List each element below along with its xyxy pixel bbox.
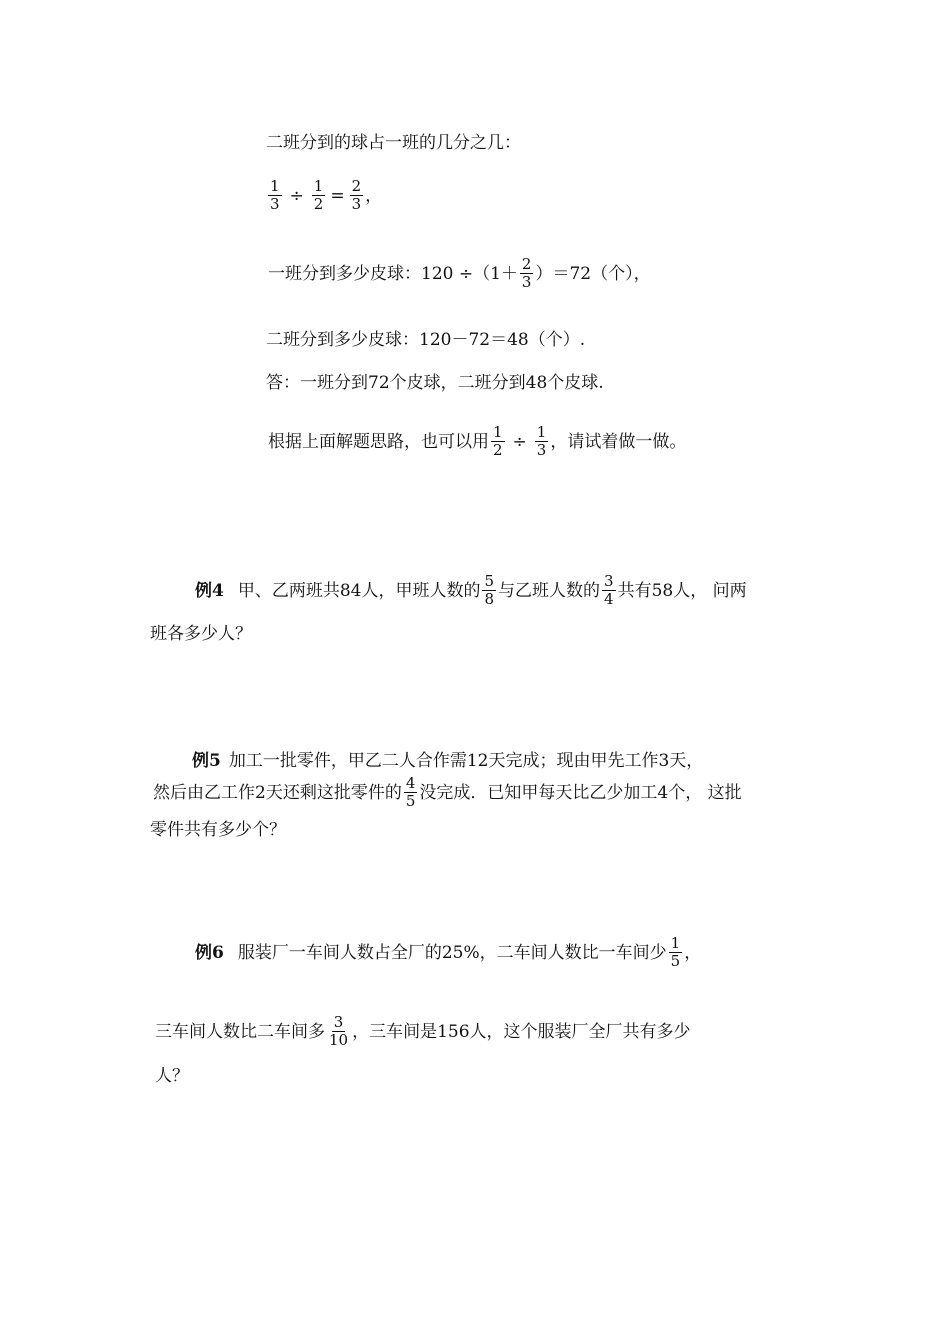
solution-text: 二班分到的球占一班的几分之几： xyxy=(266,133,521,153)
example-label: 例5 xyxy=(192,751,221,771)
example-5-line-3 xyxy=(150,818,286,842)
solution-hint-line xyxy=(268,424,686,459)
problem-text: 甲、乙两班共84人，甲班人数的 xyxy=(237,580,481,601)
fraction: $\frac{1}{3}$ xyxy=(270,177,280,213)
example-6-line-3 xyxy=(155,1064,189,1088)
example-4-line-2 xyxy=(150,622,252,646)
solution-class2-line xyxy=(266,328,585,352)
problem-text: 共有58人， 问两 xyxy=(617,580,747,601)
problem-text: 然后由乙工作2天还剩这批零件的 xyxy=(153,782,402,803)
solution-text: 二班分到多少皮球：120－72＝48（个）. xyxy=(266,330,586,350)
fraction: $\frac{2}{3}$ xyxy=(521,255,532,291)
example-label: 例6 xyxy=(195,942,224,963)
example-4-line-1 xyxy=(195,573,747,608)
problem-text: 人？ xyxy=(155,1066,189,1086)
fraction: $\frac{4}{5}$ xyxy=(405,774,416,810)
solution-line-question xyxy=(266,131,521,155)
equals-sign: = xyxy=(330,185,345,206)
problem-text: 没完成．已知甲每天比乙少加工4个， 这批 xyxy=(419,782,742,803)
problem-text: 零件共有多少个？ xyxy=(150,820,286,840)
solution-text: ）＝72（个）， xyxy=(535,263,651,284)
problem-text: ， xyxy=(684,942,702,963)
solution-text: 一班分到多少皮球：120 ÷（1＋ xyxy=(268,263,518,284)
fraction: $\frac{1}{2}$ xyxy=(493,423,503,459)
hint-text: 根据上面解题思路，也可以用 xyxy=(268,431,489,452)
example-5-line-1 xyxy=(192,749,703,773)
fraction: $\frac{2}{3}$ xyxy=(351,177,362,213)
solution-answer-line xyxy=(266,371,604,395)
example-6-line-1 xyxy=(195,935,701,970)
problem-text: 三车间人数比二车间多 xyxy=(155,1021,325,1042)
solution-equation-1 xyxy=(266,178,382,213)
fraction: $\frac{3}{10}$ xyxy=(329,1013,349,1049)
problem-text: 班各多少人？ xyxy=(150,624,252,644)
problem-text: 加工一批零件，甲乙二人合作需12天完成；现由甲先工作3天， xyxy=(228,751,704,771)
example-label: 例4 xyxy=(195,580,224,601)
divide-sign: ÷ xyxy=(512,431,527,452)
fraction: $\frac{1}{5}$ xyxy=(670,934,681,970)
divide-sign: ÷ xyxy=(289,185,304,206)
example-6-line-2 xyxy=(155,1014,691,1049)
problem-text: 服装厂一车间人数占全厂的25%，二车间人数比一车间少 xyxy=(237,942,667,963)
comma: ， xyxy=(365,185,383,206)
solution-class1-line xyxy=(268,256,651,291)
answer-text: 答：一班分到72个皮球，二班分到48个皮球. xyxy=(266,373,604,393)
fraction: $\frac{1}{2}$ xyxy=(313,177,324,213)
fraction: $\frac{1}{3}$ xyxy=(536,423,547,459)
hint-text: ，请试着做一做。 xyxy=(550,431,687,452)
fraction: $\frac{3}{4}$ xyxy=(604,572,614,608)
example-5-line-2 xyxy=(153,775,742,810)
fraction: $\frac{5}{8}$ xyxy=(484,572,495,608)
problem-text: ，三车间是156人，这个服装厂全厂共有多少 xyxy=(352,1021,691,1042)
problem-text: 与乙班人数的 xyxy=(498,580,601,601)
